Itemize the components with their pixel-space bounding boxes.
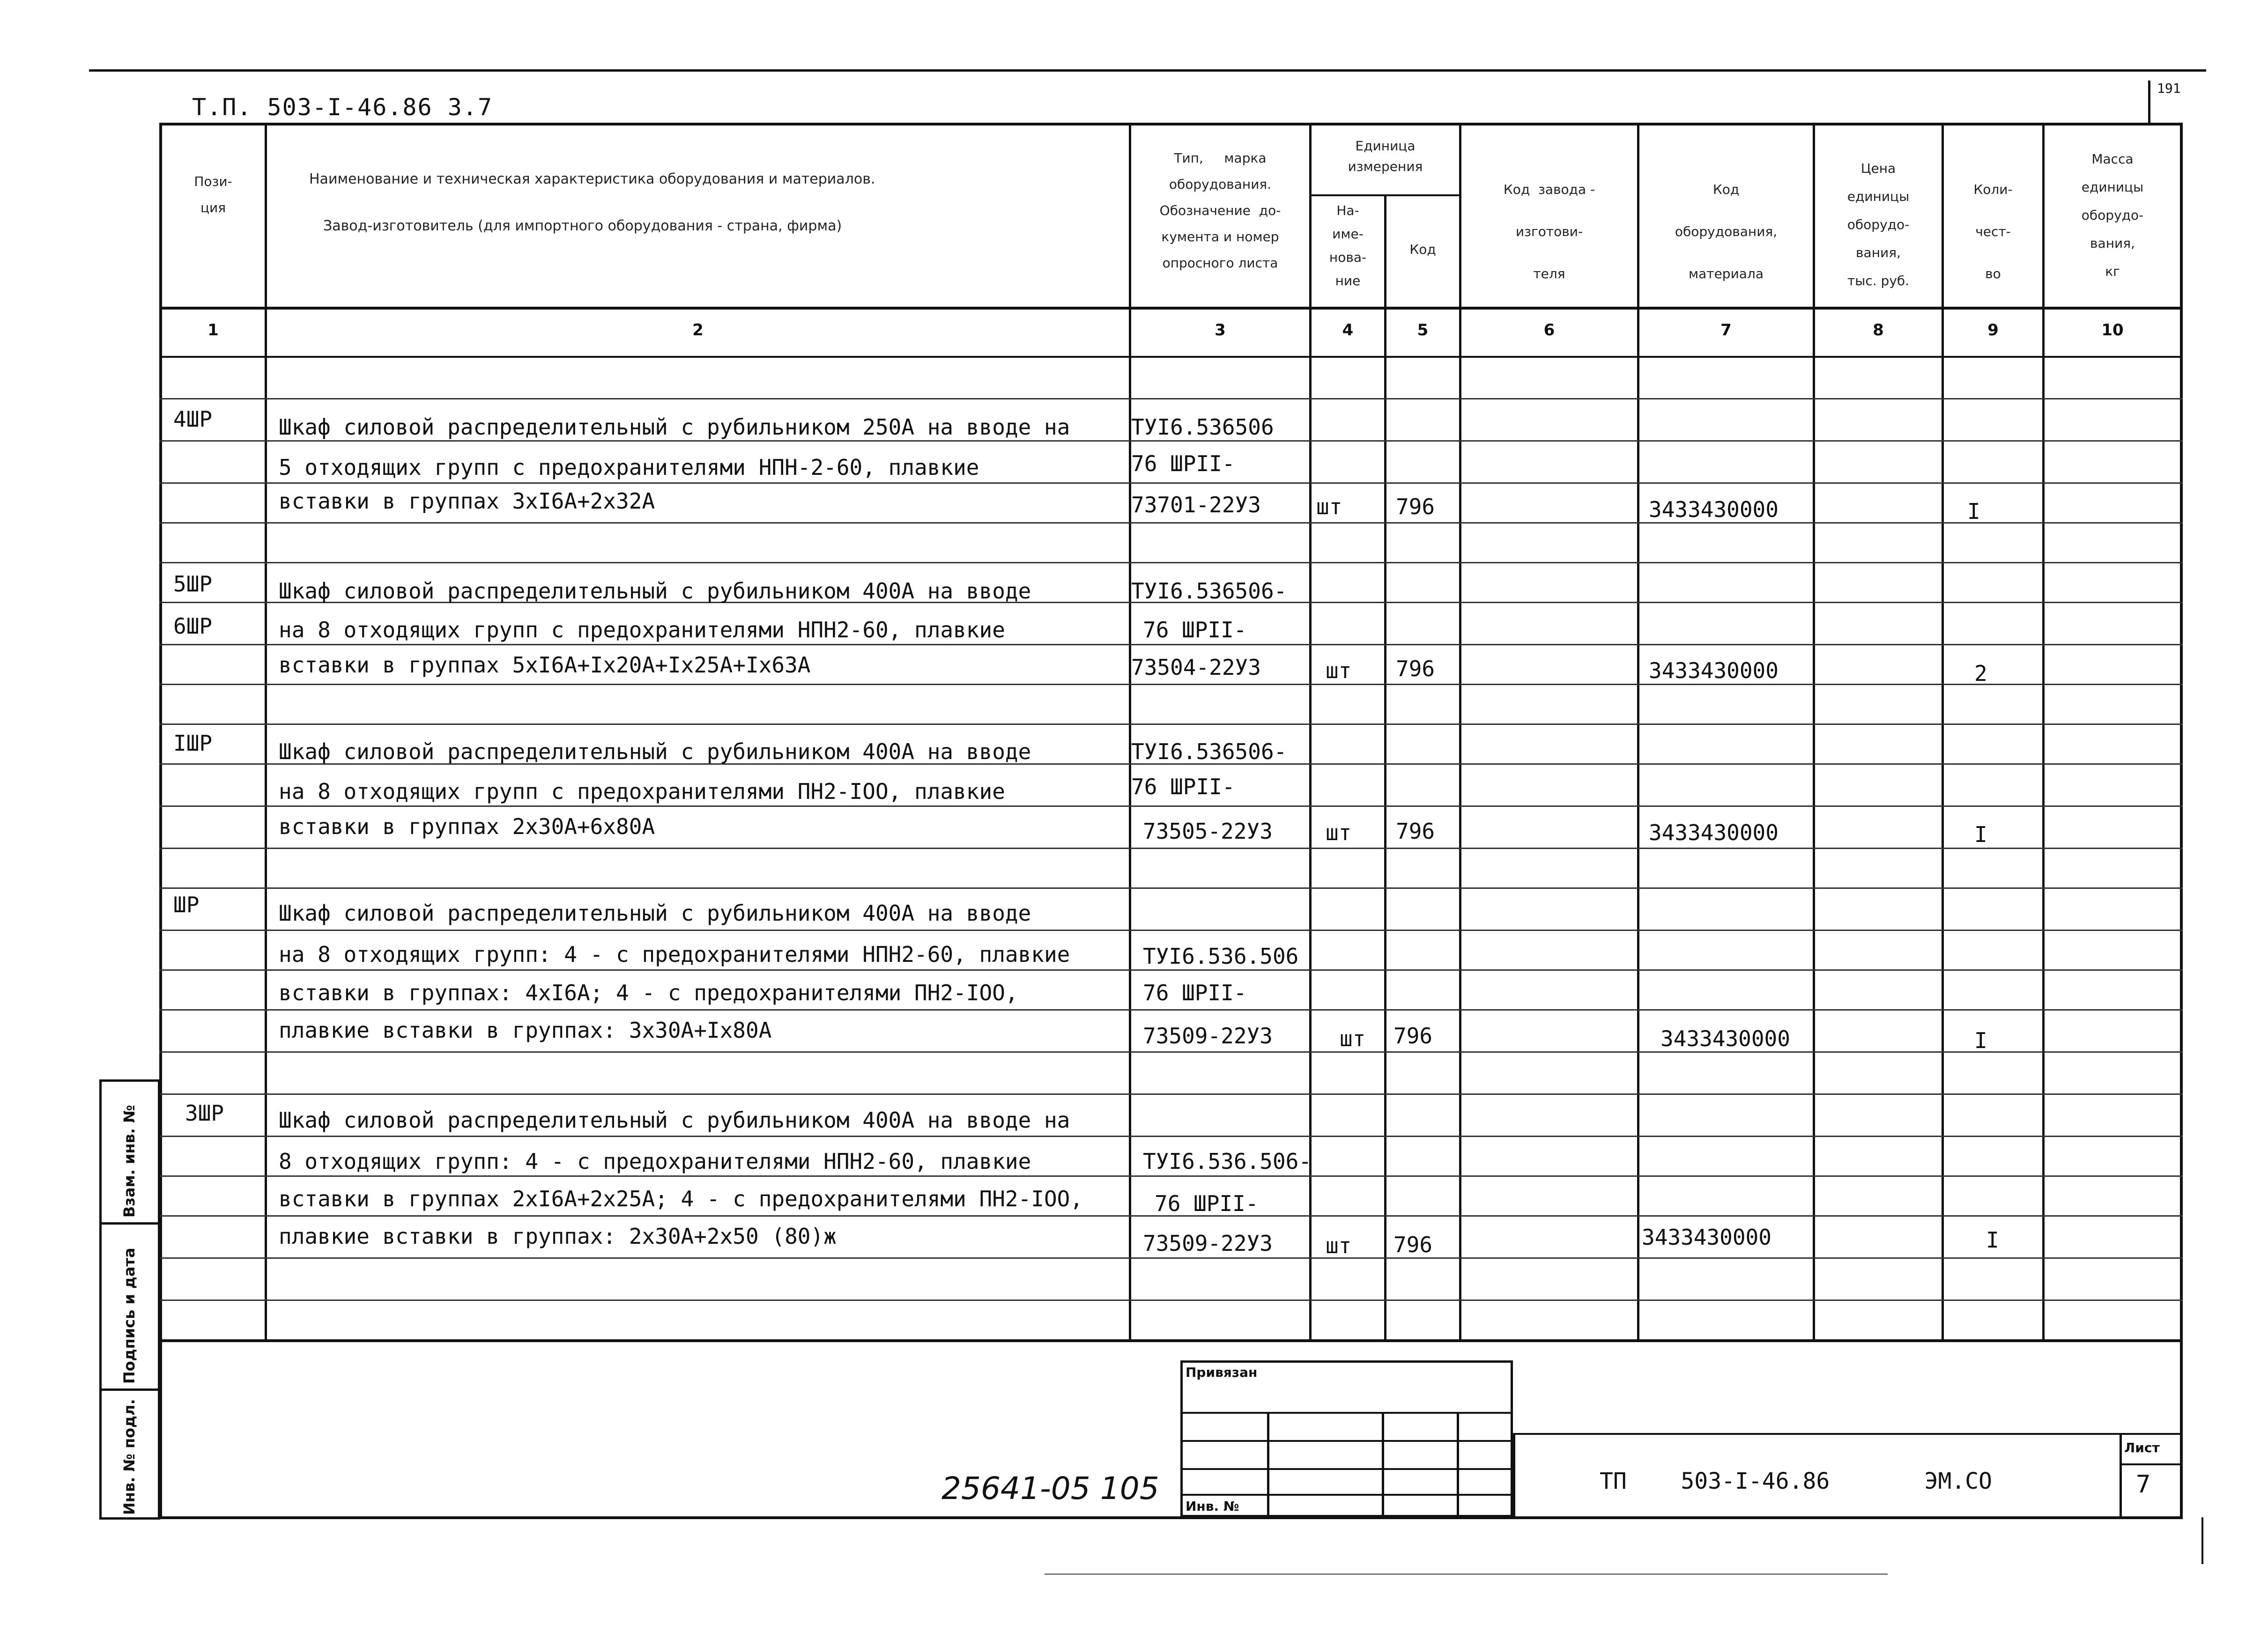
page-number: 191 <box>2148 81 2174 123</box>
col-divider-8 <box>1942 123 1944 1340</box>
binding-stamp-box <box>1180 1360 1513 1517</box>
binding-stamp-label: Привязан <box>1186 1365 1258 1380</box>
unit-code: 796 <box>1396 656 1435 681</box>
type-designation-line: ТУI6.536.506- <box>1143 1149 1312 1174</box>
row-rule <box>159 522 2183 524</box>
col-divider-2 <box>1129 123 1131 1340</box>
side-label-original-inv: Инв. № подл. <box>120 1399 138 1515</box>
handwritten-registration-number: 25641-05 105 <box>941 1470 1159 1506</box>
row-rule <box>159 848 2183 849</box>
col-divider-4 <box>1384 194 1386 1340</box>
equipment-code: 3433430000 <box>1649 497 1779 522</box>
row-rule <box>159 482 2183 484</box>
type-designation-line: 76 ШРII- <box>1143 617 1247 642</box>
row-rule <box>159 1009 2183 1011</box>
header-name-line1: Наименование и техническая характеристика оборудования и материалов. <box>309 171 875 187</box>
quantity: I <box>1974 822 1987 847</box>
item-description-line: вставки в группах 5хI6А+Iх20А+Iх25А+Iх63А <box>279 652 811 678</box>
item-description-line: Шкаф силовой распределительный с рубильником 400А на вводе <box>279 578 1031 604</box>
type-designation-line: ТУI6.536506- <box>1131 739 1287 764</box>
item-description-line: 8 отходящих групп: 4 - с предохранителями НПН2-60, плавкие <box>279 1149 1031 1174</box>
row-rule <box>159 1093 2183 1095</box>
item-description-line: 5 отходящих групп с предохранителями НПН-2-60, плавкие <box>279 455 979 480</box>
header-bottom-rule <box>159 307 2183 310</box>
col-divider-6 <box>1637 123 1639 1340</box>
column-number: 6 <box>1543 321 1555 340</box>
item-description-line: вставки в группах 3хI6А+2х32А <box>279 488 655 514</box>
type-designation-line: 76 ШРII- <box>1131 774 1235 799</box>
equipment-code: 3433430000 <box>1660 1026 1790 1051</box>
row-rule <box>159 1300 2183 1301</box>
type-designation-line: 73504-22У3 <box>1131 655 1261 680</box>
header-equipment-code: Код оборудования, материала <box>1675 182 1778 281</box>
row-rule <box>159 1175 2183 1177</box>
column-number: 3 <box>1215 321 1226 340</box>
position-label: 6ШР <box>173 613 213 639</box>
type-designation-line: 73701-22У3 <box>1131 492 1261 517</box>
unit-code: 796 <box>1396 494 1435 519</box>
col-divider-9 <box>2042 123 2045 1340</box>
side-box-replacement-inv <box>99 1079 160 1225</box>
type-designation-line: 76 ШРII- <box>1143 980 1247 1005</box>
column-number: 5 <box>1417 321 1429 340</box>
row-rule <box>159 724 2183 725</box>
column-number: 9 <box>1987 321 1999 340</box>
header-position: Пози- ция <box>194 174 232 215</box>
header-unit-name: На- име- нова- ние <box>1329 203 1367 288</box>
unit-name: шт <box>1340 1026 1366 1051</box>
row-rule <box>159 398 2183 399</box>
row-rule <box>159 805 2183 807</box>
title-block-divider <box>1513 1433 1515 1517</box>
sheet-box-divider <box>2120 1433 2122 1517</box>
document-code: ТП 503-I-46.86 ЭМ.СО <box>1600 1468 1993 1494</box>
header-factory-code: Код завода - изготови- теля <box>1503 182 1595 281</box>
col-divider-1 <box>265 123 267 1340</box>
document-header-code: Т.П. 503-I-46.86 3.7 <box>192 94 493 121</box>
sheet-number: 7 <box>2136 1470 2151 1499</box>
item-description-line: Шкаф силовой распределительный с рубильником 400А на вводе <box>279 901 1031 926</box>
header-unit-code: Код <box>1409 242 1436 257</box>
header-unit-mass: Масса единицы оборудо- вания, кг <box>2081 151 2144 279</box>
header-unit-price: Цена единицы оборудо- вания, тыс. руб. <box>1847 161 1910 288</box>
item-description-line: Шкаф силовой распределительный с рубильником 400А на вводе <box>279 739 1031 764</box>
item-description-line: на 8 отходящих групп с предохранителями НПН2-60, плавкие <box>279 617 1005 642</box>
column-number: 2 <box>692 321 704 340</box>
unit-name: шт <box>1326 1233 1352 1258</box>
item-description-line: вставки в группах 2х30А+6х80А <box>279 814 655 839</box>
unit-name: шт <box>1326 658 1352 683</box>
side-box-original-inv <box>99 1388 160 1520</box>
header-type-mark: Тип, марка оборудования. Обозначение до- кумента и номер опросного листа <box>1159 150 1281 271</box>
inventory-number-label: Инв. № <box>1186 1499 1239 1514</box>
column-number: 8 <box>1873 321 1884 340</box>
quantity: I <box>1967 499 1980 524</box>
stamp-divider <box>1457 1412 1459 1517</box>
item-description-line: на 8 отходящих групп: 4 - с предохранителями НПН2-60, плавкие <box>279 942 1070 967</box>
unit-name: шт <box>1326 820 1352 845</box>
row-rule <box>159 1257 2183 1259</box>
stamp-rule <box>1183 1494 1511 1496</box>
equipment-code: 3433430000 <box>1649 820 1779 845</box>
col-divider-7 <box>1813 123 1815 1340</box>
quantity: I <box>1974 1028 1987 1053</box>
header-unit-group: Единица измерения <box>1348 138 1423 174</box>
stamp-divider <box>1267 1412 1269 1517</box>
position-label: ШР <box>173 892 200 917</box>
row-rule <box>159 930 2183 931</box>
sheet-box-rule <box>2120 1463 2183 1465</box>
column-number: 7 <box>1720 321 1732 340</box>
header-quantity: Коли- чест- во <box>1973 182 2013 281</box>
side-label-replacement-inv: Взам. инв. № <box>120 1105 138 1218</box>
stamp-rule <box>1183 1412 1511 1414</box>
title-block-rule <box>1513 1433 2183 1435</box>
table-bottom-rule <box>159 1339 2183 1342</box>
type-designation-line: 73509-22У3 <box>1143 1023 1273 1049</box>
unit-name: шт <box>1316 494 1342 519</box>
type-designation-line: 76 ШРII- <box>1131 451 1235 476</box>
unit-code: 796 <box>1393 1023 1433 1049</box>
column-number-rule <box>159 356 2183 358</box>
col-divider-5 <box>1459 123 1461 1340</box>
column-number: 4 <box>1342 321 1354 340</box>
stamp-rule <box>1183 1468 1511 1470</box>
item-description-line: Шкаф силовой распределительный с рубильником 400А на вводе на <box>279 1108 1070 1133</box>
column-number: 1 <box>208 321 219 340</box>
position-label: 3ШР <box>185 1100 224 1126</box>
position-label: IШР <box>173 731 213 756</box>
side-label-signature-date: Подпись и дата <box>120 1248 138 1384</box>
type-designation-line: ТУI6.536506- <box>1131 578 1287 604</box>
stamp-divider <box>1382 1412 1384 1517</box>
sheet-label: Лист <box>2124 1440 2160 1455</box>
scan-artifact-rule <box>1045 1573 1888 1575</box>
type-designation-line: 73505-22У3 <box>1143 819 1273 844</box>
row-rule <box>159 1051 2183 1053</box>
type-designation-line: ТУI6.536.506 <box>1143 944 1299 969</box>
row-rule <box>159 684 2183 685</box>
quantity: I <box>1986 1227 1999 1253</box>
column-number: 10 <box>2101 321 2124 340</box>
quantity: 2 <box>1974 661 1987 686</box>
type-designation-line: ТУI6.536506 <box>1131 414 1274 440</box>
item-description-line: вставки в группах 2хI6А+2х25А; 4 - с предохранителями ПН2-IОО, <box>279 1186 1083 1211</box>
header-name-line2: Завод-изготовитель (для импортного оборудования - страна, фирма) <box>323 218 842 234</box>
unit-group-divider <box>1309 194 1459 196</box>
stamp-rule <box>1183 1440 1511 1442</box>
row-rule <box>159 644 2183 645</box>
item-description-line: плавкие вставки в группах: 2х30А+2х50 (80)ж <box>279 1224 837 1249</box>
item-description-line: плавкие вставки в группах: 3х30А+Iх80А <box>279 1018 772 1043</box>
row-rule <box>159 562 2183 563</box>
row-rule <box>159 887 2183 889</box>
position-label: 5ШР <box>173 571 213 597</box>
unit-code: 796 <box>1396 819 1435 844</box>
row-rule <box>159 1136 2183 1137</box>
equipment-code: 3433430000 <box>1642 1225 1771 1250</box>
item-description-line: на 8 отходящих групп с предохранителями ПН2-IОО, плавкие <box>279 779 1005 804</box>
position-label: 4ШР <box>173 406 213 432</box>
unit-code: 796 <box>1393 1232 1433 1257</box>
scan-artifact-tick <box>2201 1517 2203 1564</box>
type-designation-line: 73509-22У3 <box>1143 1231 1273 1256</box>
equipment-code: 3433430000 <box>1649 658 1779 683</box>
item-description-line: Шкаф силовой распределительный с рубильником 250А на вводе на <box>279 414 1070 440</box>
item-description-line: вставки в группах: 4хI6А; 4 - с предохранителями ПН2-IОО, <box>279 980 1018 1005</box>
top-rule <box>89 69 2206 72</box>
type-designation-line: 76 ШРII- <box>1155 1191 1259 1216</box>
side-box-signature-date <box>99 1222 160 1391</box>
